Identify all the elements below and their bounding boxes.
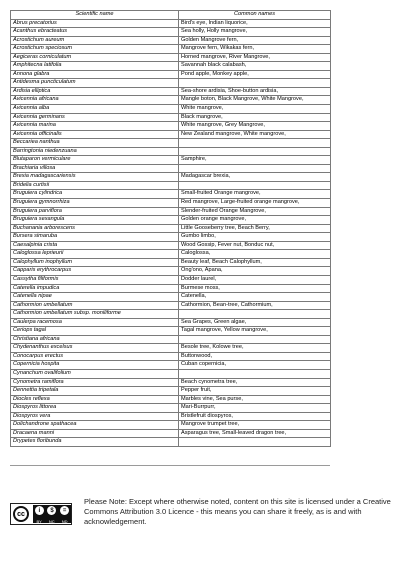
common-names-cell: Sea Grapes, Green algae, [179,318,331,327]
table-row [11,53,331,62]
scientific-name-cell: Avicennia alba [11,105,179,114]
common-names-cell: Black mangrove, [179,113,331,122]
scientific-name-cell: Antidesma puncticulatum [11,79,179,88]
scientific-name-cell: Bruguiera cylindrica [11,190,179,199]
common-names-cell [179,181,331,190]
scientific-name-cell: Avicennia officinalis [11,130,179,139]
common-names-cell: Mari-Burrpurr, [179,404,331,413]
common-names-cell: Red mangrove, Large-fruited orange mangrove, [179,199,331,208]
scientific-name-cell: Calophyllum inophyllum [11,258,179,267]
scientific-name-cell: Acrostichum speciosum [11,45,179,54]
table-row [11,258,331,267]
table-row [11,28,331,37]
scientific-name-cell: Bruguiera gymnorrhiza [11,199,179,208]
table-row [11,369,331,378]
table-row [11,344,331,353]
table-row [11,387,331,396]
license-notice: Please Note: Except where otherwise noted, content on this site is licensed under a Creative Commons Attribution 3.0 Licence - this means you can share it freely, as is and with acknowledgement. [84,497,391,526]
common-names-cell: Pepper fruit, [179,387,331,396]
cc-logo-icon: cc [13,506,29,522]
common-names-cell: Madagascar brexia, [179,173,331,182]
table-row [11,395,331,404]
scientific-name-cell: Cynometra ramiflora [11,378,179,387]
noderivatives-icon: = [60,506,69,515]
scientific-name-cell: Capparis erythrocarpus [11,267,179,276]
creative-commons-badge[interactable] [10,503,72,525]
common-names-cell: White mangrove, Grey Mangrove, [179,122,331,131]
scientific-name-cell: Acanthus ebracteatus [11,28,179,37]
scientific-name-cell: Blutaparon vermiculare [11,156,179,165]
column-header-scientific-name: Scientific name [11,11,179,20]
table-row [11,70,331,79]
common-names-cell: Cathormion, Bean-tree, Cathormium, [179,301,331,310]
common-names-cell: Caloglossa, [179,250,331,259]
table-row [11,62,331,71]
scientific-name-cell: Avicennia marina [11,122,179,131]
common-names-cell [179,147,331,156]
common-names-cell [179,139,331,148]
scientific-name-cell: Caesalpinia crista [11,241,179,250]
table-row [11,438,331,447]
scientific-name-cell: Acrostichum aureum [11,36,179,45]
common-names-cell: Beauty leaf, Beach Calophyllum, [179,258,331,267]
scientific-name-cell: Caloglossa leprieurii [11,250,179,259]
common-names-cell: Cuban copernicia, [179,361,331,370]
common-names-cell: Slender-fruited Orange Mangrove, [179,207,331,216]
common-names-cell: Dodder laurel, [179,275,331,284]
scientific-name-cell: Cassytha filiformis [11,275,179,284]
common-names-cell: Savannah black calabash, [179,62,331,71]
table-row [11,318,331,327]
scientific-name-cell: Cathormion umbellatum [11,301,179,310]
species-table [10,10,331,447]
scientific-name-cell: Ardisia elliptica [11,87,179,96]
table-row [11,164,331,173]
table-row [11,250,331,259]
common-names-cell: Asparagus tree, Small-leaved dragon tree, [179,429,331,438]
table-row [11,113,331,122]
cc-labels [33,519,71,524]
scientific-name-cell: Diospyros vera [11,412,179,421]
common-names-cell: Gumbo limbo, [179,233,331,242]
common-names-cell: Mangle boton, Black Mangrove, White Mangrove, [179,96,331,105]
table-row [11,87,331,96]
table-row [11,147,331,156]
table-row [11,199,331,208]
cc-label-nc: NC [48,519,55,524]
scientific-name-cell: Copernicia hospita [11,361,179,370]
table-row [11,361,331,370]
scientific-name-cell: Amphitecna latifolia [11,62,179,71]
common-names-cell: Golden orange mangrove, [179,216,331,225]
scientific-name-cell: Bursera simaruba [11,233,179,242]
common-names-cell: Besole tree, Kolowe tree, [179,344,331,353]
common-names-cell: New Zealand mangrove, White mangrove, [179,130,331,139]
table-row [11,130,331,139]
table-row [11,224,331,233]
table-row [11,207,331,216]
common-names-cell: Mangrove trumpet tree, [179,421,331,430]
scientific-name-cell: Barringtonia niedenzuana [11,147,179,156]
table-row [11,96,331,105]
scientific-name-cell: Bruguiera parviflora [11,207,179,216]
attribution-icon: i [35,506,44,515]
scientific-name-cell: Diospyros littorea [11,404,179,413]
scientific-name-cell: Beccariea nanthua [11,139,179,148]
table-row [11,284,331,293]
common-names-cell: Catenella, [179,293,331,302]
table-row [11,181,331,190]
table-row [11,301,331,310]
scientific-name-cell: Caulerpa racemosa [11,318,179,327]
scientific-name-cell: Brachiaria villosa [11,164,179,173]
scientific-name-cell: Buchanania arborescens [11,224,179,233]
table-row [11,327,331,336]
common-names-cell: Wood Gossip, Fever nut, Bonduc nut, [179,241,331,250]
scientific-name-cell: Dracaena manni [11,429,179,438]
scientific-name-cell: Abrus precatorius [11,19,179,28]
common-names-cell [179,164,331,173]
table-row [11,241,331,250]
table-row [11,404,331,413]
table-row [11,267,331,276]
scientific-name-cell: Bridelia curtisii [11,181,179,190]
scientific-name-cell: Brexia madagascariensis [11,173,179,182]
table-body [11,19,331,446]
scientific-name-cell: Dolichandrone spathacea [11,421,179,430]
common-names-cell: Beach cynometra tree, [179,378,331,387]
scientific-name-cell: Diocles reflexa [11,395,179,404]
scientific-name-cell: Conocarpus erectus [11,352,179,361]
common-names-cell: Horned mangrove, River Mangrove, [179,53,331,62]
common-names-cell: Sea-shore ardisia, Shoe-button ardisia, [179,87,331,96]
scientific-name-cell: Christiana africana [11,335,179,344]
common-names-cell: White mangrove, [179,105,331,114]
table-row [11,378,331,387]
table-row [11,19,331,28]
table-row [11,105,331,114]
table-row [11,216,331,225]
common-names-cell: Ong'ono, Apana, [179,267,331,276]
scientific-name-cell: Annona glabra [11,70,179,79]
common-names-cell: Pond apple, Monkey apple, [179,70,331,79]
scientific-name-cell: Avicennia africana [11,96,179,105]
table-row [11,310,331,319]
common-names-cell: Burmese moss, [179,284,331,293]
common-names-cell [179,79,331,88]
cc-label-nd: ND [61,519,68,524]
table-row [11,36,331,45]
table-row [11,139,331,148]
column-header-common-names: Common names [179,11,331,20]
scientific-name-cell: Chydenanthus excelsus [11,344,179,353]
scientific-name-cell: Avicennia germinans [11,113,179,122]
scientific-name-cell: Bruguiera sexangula [11,216,179,225]
scientific-name-cell: Caterella impudica [11,284,179,293]
common-names-cell: Buttonwood, [179,352,331,361]
table-row [11,190,331,199]
table-row [11,122,331,131]
common-names-cell: Samphire, [179,156,331,165]
species-table-container [10,10,330,447]
common-names-cell: Tagal mangrove, Yellow mangrove, [179,327,331,336]
common-names-cell: Golden Mangrove fern, [179,36,331,45]
common-names-cell [179,335,331,344]
table-header-row [11,11,331,20]
table-row [11,173,331,182]
table-row [11,293,331,302]
table-row [11,335,331,344]
common-names-cell: Sea holly, Holly mangrove, [179,28,331,37]
noncommercial-icon: $ [47,506,56,515]
scientific-name-cell: Catenella nipae [11,293,179,302]
common-names-cell: Bird's eye, Indian liquorice, [179,19,331,28]
table-row [11,45,331,54]
table-row [11,233,331,242]
common-names-cell: Marbles vine, Sea purse, [179,395,331,404]
table-row [11,79,331,88]
table-row [11,429,331,438]
scientific-name-cell: Ceriops tagal [11,327,179,336]
section-divider [10,465,330,466]
common-names-cell [179,438,331,447]
table-row [11,352,331,361]
table-row [11,156,331,165]
scientific-name-cell: Cathormion umbellatum subsp. moniliforme [11,310,179,319]
scientific-name-cell: Cynanchum ovalifolium [11,369,179,378]
common-names-cell: Bristlefruit diospyros, [179,412,331,421]
common-names-cell [179,369,331,378]
scientific-name-cell: Dennettia tripetala [11,387,179,396]
common-names-cell: Mangrove fern, Wikakas fern, [179,45,331,54]
table-row [11,275,331,284]
common-names-cell [179,310,331,319]
common-names-cell: Small-fruited Orange mangrove, [179,190,331,199]
cc-label-by: BY [36,519,42,524]
table-row [11,412,331,421]
table-row [11,421,331,430]
scientific-name-cell: Drypetes floribunda [11,438,179,447]
scientific-name-cell: Aegiceras corniculatum [11,53,179,62]
common-names-cell: Little Gooseberry tree, Beach Berry, [179,224,331,233]
